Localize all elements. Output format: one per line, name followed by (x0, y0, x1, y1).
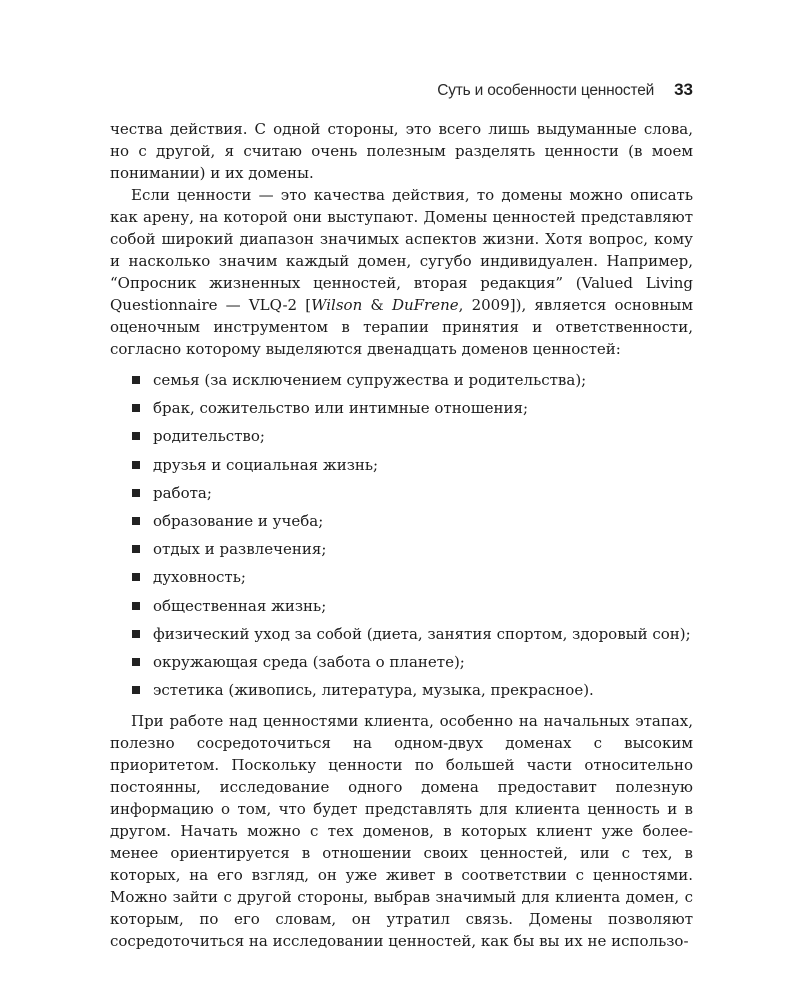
paragraph-2-text: Если ценности — это качества действия, то домены можно описать как арену, на которой они выступают. Домены ценностей представляют собой широкий диапазон значимых аспектов жизни. Хотя вопрос, кому и насколько значим каждый домен, сугубо индивидуален. Например, “Опросник жизненных ценностей, вторая редакция” (Valued Living Questionnaire — VLQ-2 [ (110, 186, 693, 314)
list-item (110, 451, 693, 479)
list-item (110, 676, 693, 704)
bullet-square-icon (132, 602, 140, 610)
list-item (110, 394, 693, 422)
body-text (110, 118, 693, 952)
list-item-text: окружающая среда (забота о планете); (153, 652, 465, 671)
page-number: 33 (674, 80, 693, 99)
list-item (110, 535, 693, 563)
domains-list (110, 366, 693, 704)
paragraph-3: При работе над ценностями клиента, особенно на начальных этапах, полезно сосредоточиться на одном-двух доменах с высоким приоритетом. Поскольку ценности по большей части относительно постоянны, исследование одного домена предоставит полезную информацию о том, что будет представлять для клиента ценность и в другом. Начать можно с тех доменов, в которых клиент уже более-менее ориентируется в отношении своих ценностей, или с тех, в которых, на его взгляд, он уже живет в соответствии с ценностями. Можно зайти с другой стороны, выбрав значимый для клиента домен, с которым, по его словам, он утратил связь. Домены позволяют сосредоточиться на исследовании ценностей, как бы вы их не использо- (110, 712, 693, 951)
list-item (110, 507, 693, 535)
paragraph-2 (110, 184, 693, 360)
chapter-title: Суть и особенности ценностей (437, 82, 655, 99)
list-item-text: родительство; (153, 427, 265, 446)
running-head (110, 80, 693, 100)
bullet-square-icon (132, 376, 140, 384)
list-item (110, 592, 693, 620)
bullet-square-icon (132, 658, 140, 666)
list-item (110, 563, 693, 591)
list-item-text: духовность; (153, 568, 246, 587)
bullet-square-icon (132, 432, 140, 440)
bullet-square-icon (132, 545, 140, 553)
bullet-square-icon (132, 517, 140, 525)
list-item (110, 648, 693, 676)
bullet-square-icon (132, 461, 140, 469)
citation-author-wilson: Wilson (311, 296, 363, 314)
list-item-text: общественная жизнь; (153, 596, 327, 615)
citation-ampersand: & (362, 296, 392, 314)
list-item (110, 422, 693, 450)
list-item-text: образование и учеба; (153, 511, 324, 530)
bullet-square-icon (132, 489, 140, 497)
list-item-text: друзья и социальная жизнь; (153, 455, 379, 474)
bullet-square-icon (132, 686, 140, 694)
list-item-text: отдых и развлечения; (153, 540, 327, 559)
paragraph-2-text-end: , 2009]), является основным оценочным инструментом в терапии принятия и ответственности, согласно которому выделяются двенадцать доменов ценностей: (110, 296, 694, 358)
list-item-text: эстетика (живопись, литература, музыка, прекрасное). (153, 681, 594, 700)
citation-author-dufrene: DuFrene (391, 296, 459, 314)
bullet-square-icon (132, 573, 140, 581)
list-item (110, 479, 693, 507)
list-item (110, 620, 693, 648)
bullet-square-icon (132, 630, 140, 638)
list-item-text: физический уход за собой (диета, занятия спортом, здоровый сон); (153, 624, 691, 643)
list-item (110, 366, 693, 394)
paragraph-1: чества действия. С одной стороны, это всего лишь выдуманные слова, но с другой, я считаю очень полезным разделять ценности (в моем понимании) и их домены. (110, 120, 693, 182)
list-item-text: работа; (153, 483, 212, 502)
list-item-text: брак, сожительство или интимные отношения; (153, 399, 529, 418)
list-item-text: семья (за исключением супружества и родительства); (153, 371, 587, 389)
bullet-square-icon (132, 404, 140, 412)
